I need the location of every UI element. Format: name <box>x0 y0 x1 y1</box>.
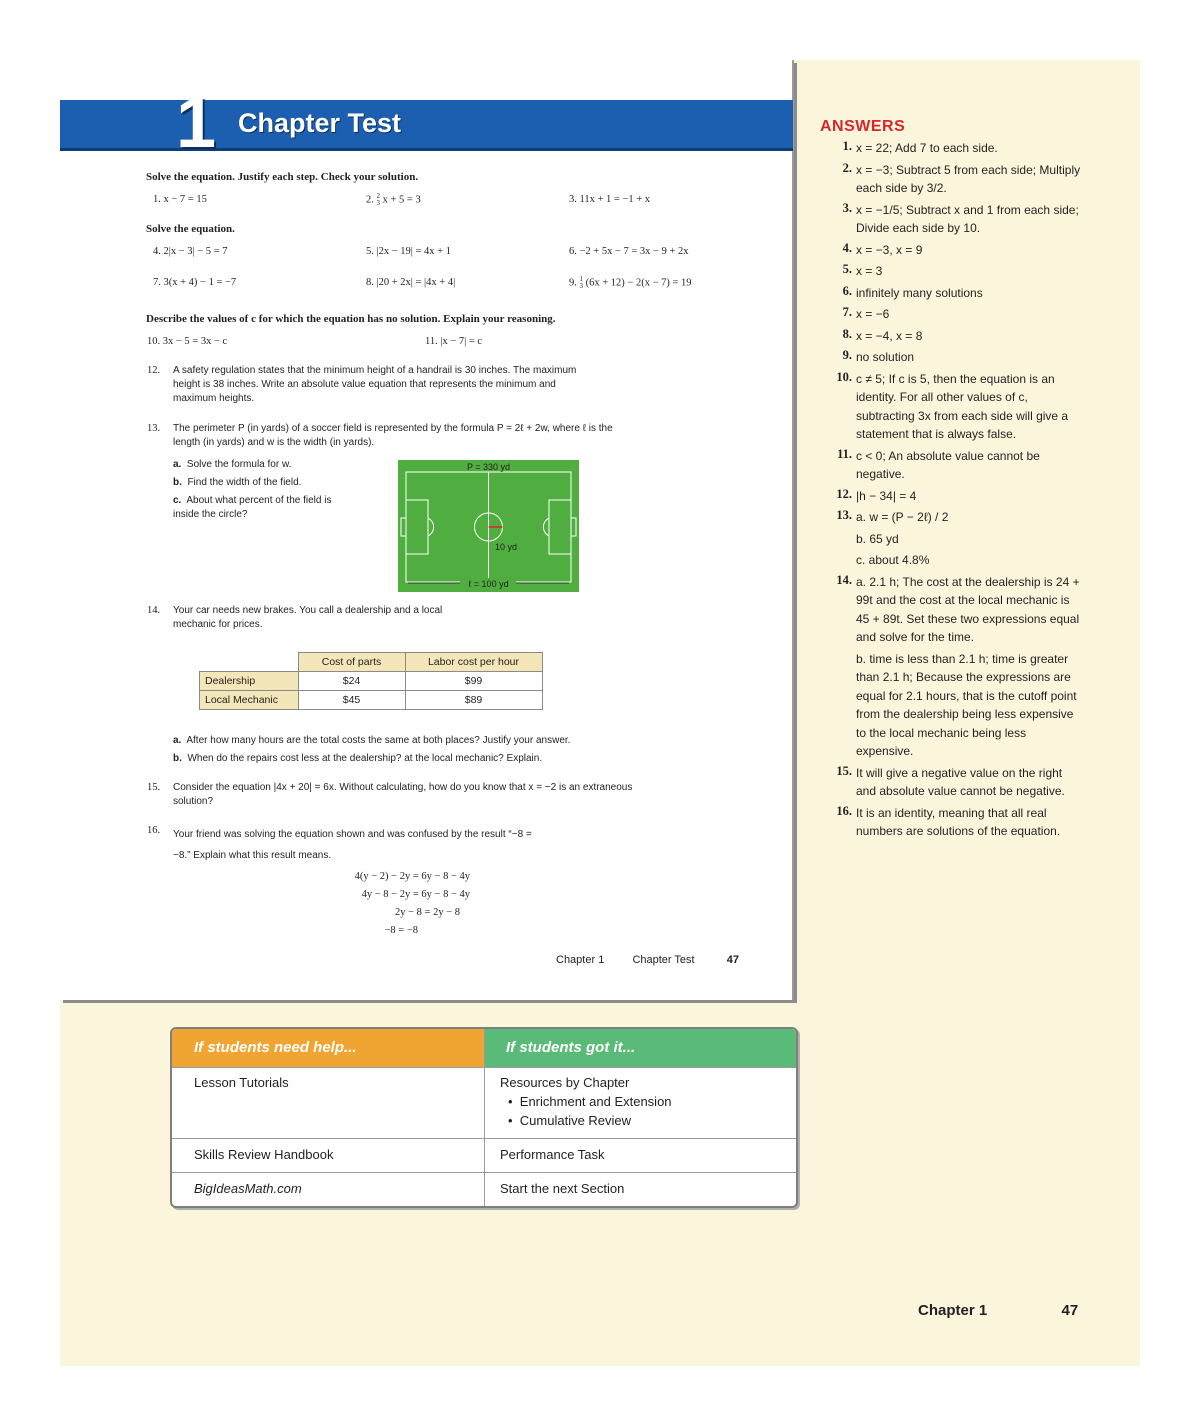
table-cell: $89 <box>405 691 542 710</box>
answer-number: 13. <box>836 508 852 522</box>
answer-item <box>820 161 1090 198</box>
problem-7: 7. 3(x + 4) − 1 = −7 <box>153 277 237 288</box>
answer-number: 15. <box>836 763 852 778</box>
row-header: Local Mechanic <box>200 691 299 710</box>
fraction: 2 3 <box>376 192 380 207</box>
part-label: c. <box>173 495 182 506</box>
problem-10: 10. 3x − 5 = 3x − c <box>147 336 228 347</box>
footer-chapter: Chapter 1 <box>556 954 605 966</box>
answer-item <box>820 487 1090 506</box>
problem-text: (6x + 12) − 2(x − 7) = 19 <box>585 277 692 289</box>
column-header: Labor cost per hour <box>405 653 542 672</box>
answer-text: c. about 4.8% <box>856 553 930 567</box>
start-next-section: Start the next Section <box>500 1181 625 1196</box>
answer-number: 16. <box>836 803 852 818</box>
answer-text: a. w = (P − 2ℓ) / 2 <box>856 510 949 524</box>
skills-review-handbook: Skills Review Handbook <box>194 1147 334 1162</box>
answer-item <box>820 241 1090 260</box>
answer-item <box>820 764 1090 801</box>
fraction: 1 3 <box>579 275 583 290</box>
chapter-number: 1 <box>176 83 215 163</box>
answer-text: x = −1/5; Subtract x and 1 from each side; Divide each side by 10. <box>856 202 1079 235</box>
answer-text: x = 22; Add 7 to each side. <box>856 141 998 155</box>
answer-text: It is an identity, meaning that all real numbers are solutions of the equation. <box>856 805 1061 838</box>
answer-number <box>820 530 852 549</box>
problem-13: The perimeter P (in yards) of a soccer field is represented by the formula P = 2ℓ + 2w, where ℓ is the length (in yards) and w is the width (in yards). <box>173 423 613 448</box>
need-help-header: If students need help... <box>172 1029 484 1067</box>
problem-9 <box>569 276 692 290</box>
list-item-text: Enrichment and Extension <box>519 1094 672 1109</box>
answer-number: 10. <box>836 369 852 384</box>
teacher-page-footer <box>918 1302 1078 1319</box>
answer-item <box>820 284 1090 303</box>
answer-item <box>820 262 1090 281</box>
answer-text: x = −6 <box>856 307 890 321</box>
part-label: a. <box>173 459 182 470</box>
answer-text: c < 0; An absolute value cannot be negative. <box>856 448 1040 481</box>
table-row <box>200 672 543 691</box>
problem-12-number: 12. <box>147 365 161 376</box>
column-divider <box>484 1029 485 1206</box>
answer-item <box>820 573 1090 647</box>
instruction-1: Solve the equation. Justify each step. Check your solution. <box>146 171 419 183</box>
problem-8: 8. |20 + 2x| = |4x + 4| <box>366 277 456 288</box>
problem-13c <box>173 494 353 522</box>
problem-14: Your car needs new brakes. You call a dealership and a local mechanic for prices. <box>173 605 443 630</box>
list-item-text: Cumulative Review <box>519 1113 632 1128</box>
resources-by-chapter: Resources by Chapter <box>500 1075 630 1090</box>
part-text: Solve the formula for w. <box>186 459 292 470</box>
answer-item <box>820 305 1090 324</box>
answers-heading: ANSWERS <box>820 118 906 135</box>
answer-number: 11. <box>837 446 852 461</box>
answer-number: 6. <box>842 283 852 298</box>
answer-item <box>820 650 1090 761</box>
answer-text: infinitely many solutions <box>856 285 983 300</box>
answer-number <box>820 551 852 570</box>
list-item: • Cumulative Review <box>508 1113 632 1128</box>
problem-14-number: 14. <box>147 605 161 616</box>
answer-text: x = −4, x = 8 <box>856 328 923 343</box>
answer-number: 12. <box>836 486 852 501</box>
problem-12: A safety regulation states that the minimum height of a handrail is 30 inches. The maximum height is 38 inches. Write an absolute value equation that represents the minimum and maximum heights. <box>173 365 577 404</box>
length-label: ℓ = 100 yd <box>468 579 509 589</box>
answer-text: |h − 34| = 4 <box>856 488 917 503</box>
answer-text: no solution <box>856 350 915 364</box>
answer-text: It will give a negative value on the right and absolute value cannot be negative. <box>856 765 1065 798</box>
answer-text: b. 65 yd <box>856 531 899 546</box>
answer-number: 14. <box>836 572 852 587</box>
answer-text: b. time is less than 2.1 h; time is greater than 2.1 h; Because the expressions are equal for 2.1 hours, that is the cutoff point from the dealership being less expensive to the local mechanic being less expensive. <box>856 651 1077 758</box>
answer-item <box>820 370 1090 444</box>
problem-14a <box>173 734 570 748</box>
answer-number: 1. <box>842 139 852 153</box>
cost-table <box>199 652 543 710</box>
table-row <box>200 691 543 710</box>
answer-item <box>820 804 1090 841</box>
answer-number: 4. <box>842 240 852 255</box>
answer-text: a. 2.1 h; The cost at the dealership is 24 + 99t and the cost at the local mechanic is 45 + 89t. Set these two expressions equal and solve for the time. <box>856 574 1080 644</box>
page-title: Chapter Test <box>238 108 402 138</box>
answer-number: 3. <box>842 200 852 215</box>
lesson-tutorials: Lesson Tutorials <box>194 1075 289 1090</box>
answer-number: 7. <box>842 305 852 319</box>
problem-13-number: 13. <box>147 423 161 434</box>
answer-text: x = −3; Subtract 5 from each side; Multiply each side by 3/2. <box>856 162 1081 195</box>
footer-page-number: 47 <box>726 954 739 966</box>
part-text: After how many hours are the total costs the same at both places? Justify your answer. <box>186 735 571 746</box>
work-line: 4(y − 2) − 2y = 6y − 8 − 4y <box>354 871 470 882</box>
chapter-banner <box>60 100 793 151</box>
answer-number <box>820 650 852 761</box>
page-footer <box>556 954 739 966</box>
problem-2 <box>366 193 421 207</box>
differentiation-table <box>170 1027 798 1208</box>
footer-page-number: 47 <box>1061 1302 1079 1319</box>
part-label: a. <box>173 735 182 746</box>
bigideasmath-link[interactable]: BigIdeasMath.com <box>194 1181 302 1196</box>
table-cell: $99 <box>405 672 542 691</box>
answers-list <box>820 139 1090 844</box>
problem-4: 4. 2|x − 3| − 5 = 7 <box>153 246 228 257</box>
problem-16-work <box>300 868 470 940</box>
problem-13a <box>173 458 291 472</box>
instruction-2: Solve the equation. <box>146 223 235 235</box>
problem-15-number: 15. <box>147 782 161 793</box>
problem-3: 3. 11x + 1 = −1 + x <box>569 194 651 205</box>
answer-text: c ≠ 5; If c is 5, then the equation is an identity. For all other values of c, subtracting 3x from each side will give a statement that is always false. <box>856 371 1069 441</box>
list-item: • Enrichment and Extension <box>508 1094 672 1109</box>
answer-item <box>820 139 1090 158</box>
problem-11: 11. |x − 7| = c <box>425 336 483 347</box>
part-text: About what percent of the field is inside the circle? <box>173 495 332 520</box>
part-label: b. <box>173 753 182 764</box>
table-cell: $24 <box>298 672 405 691</box>
answer-number: 9. <box>842 348 852 362</box>
radius-label: 10 yd <box>494 542 518 552</box>
table-header-row <box>200 653 543 672</box>
problem-16-number: 16. <box>147 825 161 836</box>
work-line: 4y − 8 − 2y = 6y − 8 − 4y <box>361 889 470 900</box>
row-header: Dealership <box>200 672 299 691</box>
answer-item <box>820 551 1090 570</box>
work-line: 2y − 8 = 2y − 8 <box>394 907 460 918</box>
work-line: −8 = −8 <box>384 925 418 936</box>
part-text: Find the width of the field. <box>187 477 302 488</box>
answers-items <box>820 139 1090 841</box>
column-header: Cost of parts <box>298 653 405 672</box>
performance-task: Performance Task <box>500 1147 605 1162</box>
answer-item <box>820 348 1090 367</box>
problem-16: Your friend was solving the equation shown and was confused by the result “−8 = −8.” Explain what this result means. <box>173 829 532 861</box>
problem-number: 2. <box>366 194 374 206</box>
problem-number: 9. <box>569 277 577 289</box>
part-label: b. <box>173 477 182 488</box>
table-cell: $45 <box>298 691 405 710</box>
divider <box>172 1172 796 1173</box>
answer-item <box>820 530 1090 549</box>
answer-item <box>820 201 1090 238</box>
answer-item <box>820 327 1090 346</box>
problem-5: 5. |2x − 19| = 4x + 1 <box>366 246 451 257</box>
problem-6: 6. −2 + 5x − 7 = 3x − 9 + 2x <box>569 246 689 257</box>
part-text: When do the repairs cost less at the dealership? at the local mechanic? Explain. <box>187 753 543 764</box>
answer-item <box>820 508 1090 527</box>
problem-1: 1. x − 7 = 15 <box>153 194 207 205</box>
table-corner <box>200 653 299 672</box>
answer-item <box>820 447 1090 484</box>
perimeter-label: P = 330 yd <box>466 462 511 472</box>
footer-chapter: Chapter 1 <box>918 1302 988 1319</box>
soccer-field-diagram <box>398 460 579 592</box>
got-it-header: If students got it... <box>484 1029 796 1067</box>
problem-15: Consider the equation |4x + 20| = 6x. Without calculating, how do you know that x = −2 is an extraneous solution? <box>173 782 633 807</box>
problem-text: x + 5 = 3 <box>382 194 421 206</box>
footer-section: Chapter Test <box>632 954 695 966</box>
problem-13b <box>173 476 301 490</box>
answer-number: 2. <box>842 160 852 175</box>
problem-14b <box>173 752 542 766</box>
answer-number: 5. <box>842 262 852 276</box>
answer-text: x = −3, x = 9 <box>856 242 923 257</box>
answer-text: x = 3 <box>856 264 883 278</box>
answer-number: 8. <box>842 326 852 341</box>
divider <box>172 1138 796 1139</box>
instruction-3: Describe the values of c for which the equation has no solution. Explain your reasoning. <box>146 313 556 325</box>
